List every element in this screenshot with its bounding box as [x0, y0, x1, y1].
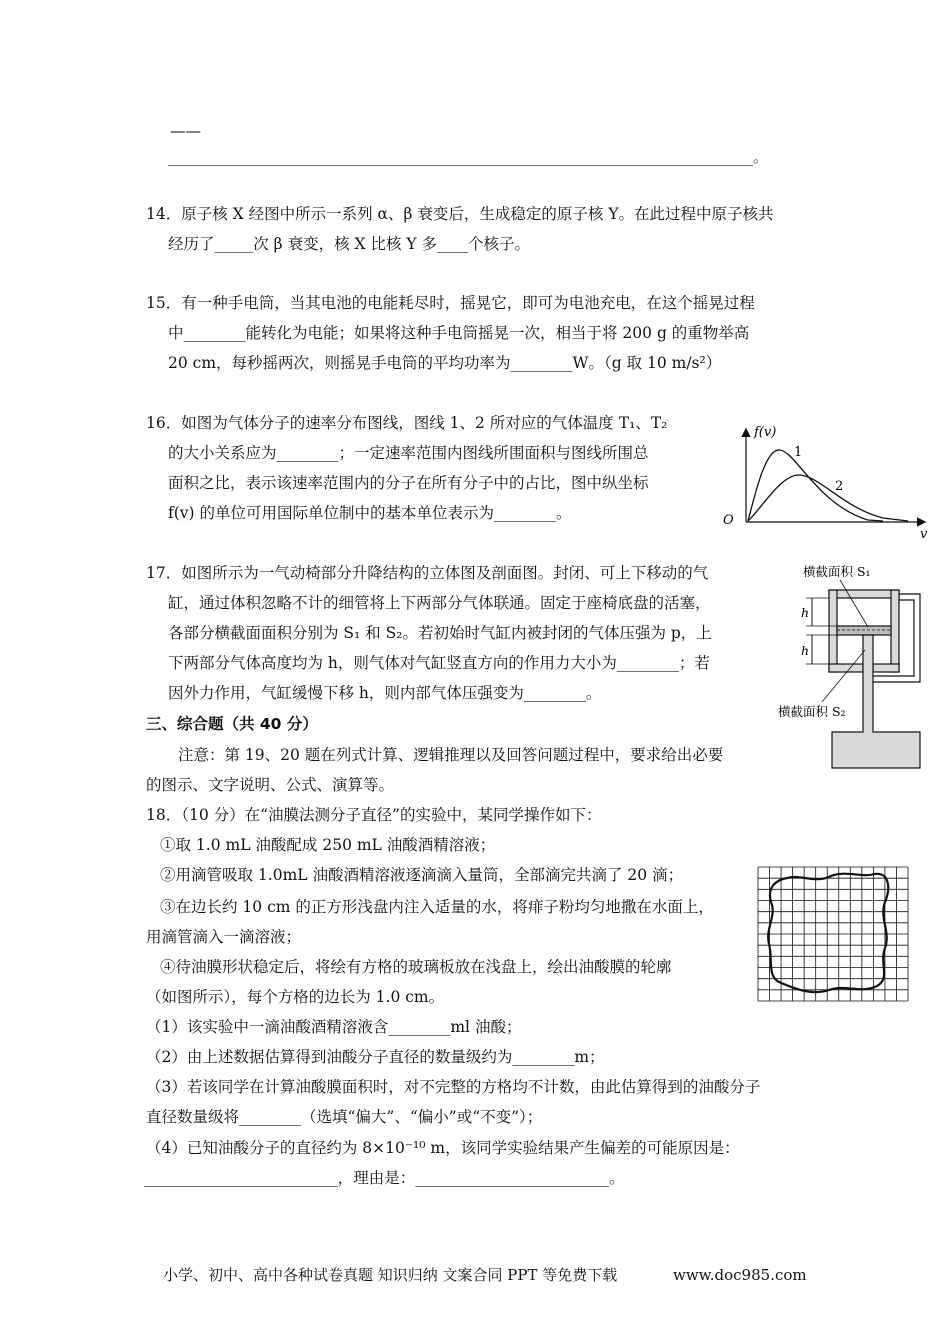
- h-lower-label: h: [801, 643, 810, 658]
- q14-line1: 14．原子核 X 经图中所示一系列 α、β 衰变后，生成稳定的原子核 Y。在此过程中原子核共: [146, 205, 774, 223]
- footer-url[interactable]: www.doc985.com: [673, 1266, 807, 1284]
- q17-line3: 各部分横截面面积分别为 S₁ 和 S₂。若初始时气缸内被封闭的气体压强为 p，上: [168, 624, 712, 642]
- q16-line4: f(v) 的单位可用国际单位制中的基本单位表示为________。: [168, 504, 572, 522]
- curve-2-label: 2: [835, 479, 844, 494]
- s1-leader-line: [840, 580, 868, 627]
- h-upper-label: h: [801, 605, 810, 620]
- q18-sub1: （1）该实验中一滴油酸酒精溶液含________ml 油酸；: [146, 1018, 522, 1036]
- q16-line1: 16．如图为气体分子的速率分布图线，图线 1、2 所对应的气体温度 T₁、T₂: [146, 414, 668, 432]
- q17-line5: 因外力作用，气缸缓慢下移 h，则内部气体压强变为________。: [168, 684, 602, 702]
- q13-blank-line: ______________________________________________________________________________。: [168, 148, 769, 166]
- oil-film-grid-figure: [757, 866, 909, 1002]
- q16-line2: 的大小关系应为________；一定速率范围内图线所围面积与图线所围总: [168, 444, 649, 462]
- q18-step4b: （如图所示），每个方格的边长为 1.0 cm。: [146, 988, 445, 1006]
- q17-line2: 缸，通过体积忽略不计的细管将上下两部分气体联通。固定于座椅底盘的活塞，: [168, 594, 711, 612]
- q18-step4a: ④待油膜形状稳定后，将绘有方格的玻璃板放在浅盘上，绘出油酸膜的轮廓: [160, 958, 672, 976]
- q18-sub4b: _________________________，理由是：_________________________。: [144, 1169, 625, 1187]
- origin-label: O: [723, 513, 734, 528]
- oil-film-outline: [768, 874, 888, 992]
- label-s1: 横截面积 S₁: [803, 564, 871, 579]
- q13-dash: ——: [170, 122, 201, 140]
- section3-note1: 注意：第 19、20 题在列式计算、逻辑推理以及回答问题过程中，要求给出必要: [178, 746, 724, 764]
- q17-line1: 17．如图所示为一气动椅部分升降结构的立体图及剖面图。封闭、可上下移动的气: [146, 564, 709, 582]
- q14-line2: 经历了_____次 β 衰变，核 X 比核 Y 多____个核子。: [168, 235, 531, 253]
- q15-line1: 15．有一种手电筒，当其电池的电能耗尽时，摇晃它，即可为电池充电，在这个摇晃过程: [146, 294, 755, 312]
- q18-step3b: 用滴管滴入一滴溶液；: [146, 928, 302, 946]
- q18-step3a: ③在边长约 10 cm 的正方形浅盘内注入适量的水，将痱子粉均匀地撒在水面上，: [160, 898, 714, 916]
- q18-sub3a: （3）若该同学在计算油酸膜面积时，对不完整的方格均不计数，由此估算得到的油酸分子: [146, 1078, 761, 1096]
- curve-1-label: 1: [794, 445, 803, 460]
- q17-line4: 下两部分气体高度均为 h，则气体对气缸竖直方向的作用力大小为________；若: [168, 654, 710, 672]
- x-axis-label: v: [920, 527, 928, 542]
- section3-title: 三、综合题（共 40 分）: [146, 715, 318, 733]
- q15-line2: 中________能转化为电能；如果将这种手电筒摇晃一次，相当于将 200 g 的重物举高: [168, 324, 750, 342]
- q18-sub4a: （4）已知油酸分子的直径约为 8×10⁻¹⁰ m，该同学实验结果产生偏差的可能原因是：: [146, 1139, 740, 1157]
- footer-text: 小学、初中、高中各种试卷真题 知识归纳 文案合同 PPT 等免费下载: [163, 1266, 618, 1284]
- q16-line3: 面积之比，表示该速率范围内的分子在所有分子中的占比，图中纵坐标: [168, 474, 649, 492]
- q18-sub3b: 直径数量级将________（选填“偏大”、“偏小”或“不变”）；: [146, 1108, 543, 1126]
- cylinder-bottom-wall-left: [829, 664, 863, 672]
- label-s2: 横截面积 S₂: [778, 704, 846, 719]
- q18-step2: ②用滴管吸取 1.0mL 油酸酒精溶液逐滴滴入量筒，全部滴完共滴了 20 滴；: [160, 866, 684, 884]
- cylinder-left-wall: [829, 590, 837, 672]
- q18-intro: 18．（10 分）在“油膜法测分子直径”的实验中，某同学操作如下：: [146, 806, 602, 824]
- piston-rod-and-base: [832, 635, 920, 768]
- y-axis-label: f(v): [754, 425, 777, 440]
- q15-line3: 20 cm，每秒摇两次，则摇晃手电筒的平均功率为________W。（g 取 10 m/s²）: [168, 354, 722, 372]
- q18-sub2: （2）由上述数据估算得到油酸分子直径的数量级约为________m；: [146, 1048, 605, 1066]
- cylinder-figure: [770, 562, 930, 776]
- cylinder-right-wall: [891, 590, 899, 672]
- speed-distribution-graph: [718, 420, 930, 542]
- curve-2: [748, 475, 908, 521]
- cylinder-top-wall: [829, 590, 899, 598]
- cylinder-bottom-wall-right: [873, 664, 899, 672]
- q18-step1: ①取 1.0 mL 油酸配成 250 mL 油酸酒精溶液；: [160, 836, 496, 854]
- section3-note2: 的图示、文字说明、公式、演算等。: [146, 776, 395, 794]
- piston-head: [837, 626, 891, 635]
